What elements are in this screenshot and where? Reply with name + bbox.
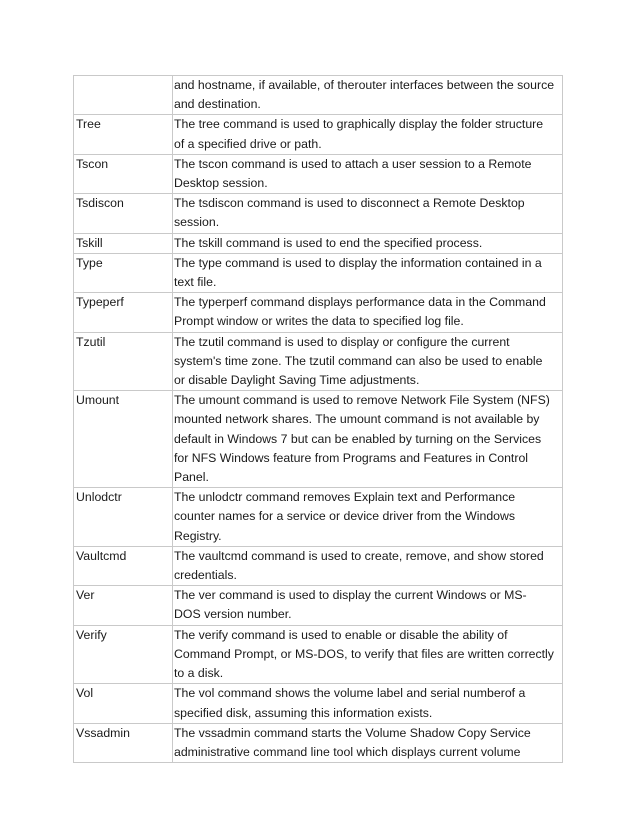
table-row [74, 253, 563, 292]
description-line: The tree command is used to graphically display the folder structure [174, 117, 544, 132]
command-description-cell [173, 488, 563, 547]
description-line: counter names for a service or device driver from the Windows [174, 509, 516, 524]
command-name-cell: Tscon [74, 154, 173, 193]
table-row [74, 391, 563, 488]
description-line: mounted network shares. The umount command is not available by [174, 412, 540, 427]
command-description-cell [173, 293, 563, 332]
command-description-cell [173, 115, 563, 154]
command-description-cell [173, 684, 563, 723]
description-line: for NFS Windows feature from Programs and Features in Control [174, 450, 529, 465]
command-name-cell: Tree [74, 115, 173, 154]
command-name-cell: Tsdiscon [74, 194, 173, 233]
table-row [74, 293, 563, 332]
description-line: or disable Daylight Saving Time adjustments. [174, 373, 420, 388]
description-line: The tzutil command is used to display or configure the current [174, 334, 510, 349]
command-description-cell [173, 233, 563, 253]
description-line: The verify command is used to enable or disable the ability of [174, 627, 508, 642]
description-line: The unlodctr command removes Explain text and Performance [174, 490, 516, 505]
command-name-cell: Tzutil [74, 332, 173, 391]
description-line: to a disk. [174, 666, 224, 681]
description-line: The vaultcmd command is used to create, remove, and show stored [174, 548, 544, 563]
description-line: DOS version number. [174, 607, 292, 622]
description-line: of a specified drive or path. [174, 136, 322, 151]
command-description-cell [173, 546, 563, 585]
command-name-cell: Typeperf [74, 293, 173, 332]
description-line: system's time zone. The tzutil command can also be used to enable [174, 353, 543, 368]
command-description-cell [173, 332, 563, 391]
command-name-cell: Type [74, 253, 173, 292]
description-line: The tsdiscon command is used to disconnect a Remote Desktop [174, 196, 525, 211]
table-row [74, 194, 563, 233]
table-row [74, 723, 563, 762]
command-description-cell [173, 154, 563, 193]
description-line: text file. [174, 275, 217, 290]
command-description-cell [173, 723, 563, 762]
command-description-cell [173, 391, 563, 488]
table-row [74, 233, 563, 253]
command-name-cell: Verify [74, 625, 173, 684]
description-line: The umount command is used to remove Network File System (NFS) [174, 393, 550, 408]
command-name-cell: Vol [74, 684, 173, 723]
description-line: The ver command is used to display the current Windows or MS- [174, 588, 527, 603]
command-name-cell: Umount [74, 391, 173, 488]
command-name-cell: Unlodctr [74, 488, 173, 547]
description-line: The tskill command is used to end the specified process. [174, 235, 483, 250]
table-row [74, 546, 563, 585]
description-line: The vssadmin command starts the Volume Shadow Copy Service [174, 725, 531, 740]
description-line: and hostname, if available, of therouter interfaces between the source [174, 78, 555, 92]
description-line: Panel. [174, 470, 209, 485]
table-row [74, 488, 563, 547]
description-line: Desktop session. [174, 176, 268, 191]
description-line: Command Prompt, or MS-DOS, to verify that files are written correctly [174, 646, 554, 661]
command-table [73, 75, 563, 763]
command-name-cell [74, 76, 173, 115]
table-row [74, 115, 563, 154]
description-line: credentials. [174, 568, 237, 583]
description-line: The vol command shows the volume label and serial numberof a [174, 686, 526, 701]
table-row [74, 625, 563, 684]
command-description-cell [173, 253, 563, 292]
command-name-cell: Tskill [74, 233, 173, 253]
command-name-cell: Vssadmin [74, 723, 173, 762]
description-line: session. [174, 215, 220, 230]
table-row [74, 684, 563, 723]
table-row [74, 332, 563, 391]
command-description-cell [173, 76, 563, 115]
command-description-cell [173, 194, 563, 233]
description-line: Prompt window or writes the data to specified log file. [174, 314, 464, 329]
table-row [74, 586, 563, 625]
description-line: The tscon command is used to attach a user session to a Remote [174, 156, 532, 171]
command-description-cell [173, 586, 563, 625]
description-line: The typerperf command displays performance data in the Command [174, 295, 546, 310]
description-line: Registry. [174, 528, 222, 543]
command-name-cell: Vaultcmd [74, 546, 173, 585]
command-name-cell: Ver [74, 586, 173, 625]
description-line: specified disk, assuming this information exists. [174, 705, 433, 720]
command-table-body [74, 76, 563, 763]
description-line: The type command is used to display the information contained in a [174, 255, 542, 270]
description-line: and destination. [174, 97, 261, 112]
command-description-cell [173, 625, 563, 684]
description-line: default in Windows 7 but can be enabled by turning on the Services [174, 431, 542, 446]
description-line: administrative command line tool which displays current volume [174, 744, 521, 759]
table-row [74, 76, 563, 115]
table-row [74, 154, 563, 193]
